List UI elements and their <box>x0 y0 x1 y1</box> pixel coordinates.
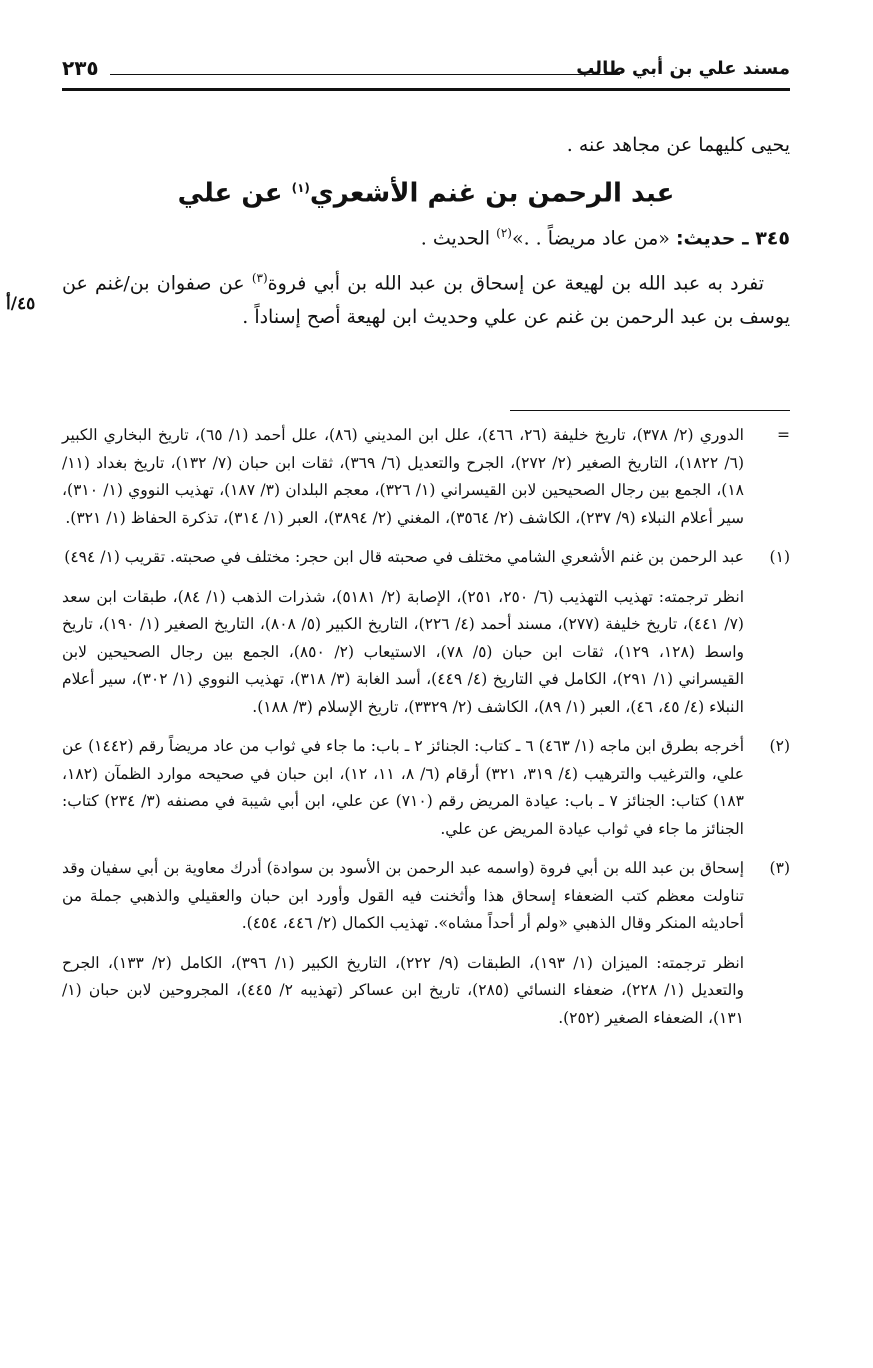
paragraph-before-mark: تفرد به عبد الله بن لهيعة عن إسحاق بن عبد الله بن أبي فروة <box>267 272 765 295</box>
footnote-2 <box>62 733 790 843</box>
footnote-3 <box>62 855 790 938</box>
footnote-continuation-text: الدوري (٢/ ٣٧٨)، تاريخ خليفة (٢٦، ٤٦٦)، علل ابن المديني (٨٦)، علل أحمد (١/ ٦٥)، تاريخ البخاري الكبير (٦/ ١٨٢٢)، التاريخ الصغير (٢/ ٢٧٢)، الجرح والتعديل (٦/ ٣٦٩)، ثقات ابن حبان (٧/ ١٣٢)، تاريخ بغداد (١١/ ١٨)، الجمع بين رجال الصحيحين لابن القيسراني (١/ ٣٢٦)، معجم البلدان (٣/ ١٨٧)، تهذيب النووي (١/ ٣١٠)، سير أعلام النبلاء (٩/ ٢٣٧)، الكاشف (٢/ ٣٥٦٤)، المغني (٢/ ٣٨٩٤)، العبر (١/ ٣١٤)، تذكرة الحفاظ (١/ ٣٢١). <box>62 426 745 527</box>
commentary-paragraph <box>62 261 790 334</box>
hadith-footnote-mark: (٢) <box>496 225 512 240</box>
footnote-2-mark: (٢) <box>769 737 790 755</box>
footnote-continuation-mark: = <box>777 426 790 444</box>
footnote-1-text: عبد الرحمن بن غنم الأشعري الشامي مختلف في صحبته قال ابن حجر: مختلف في صحبته. تقريب (١/ ٤٩٤) <box>64 548 744 566</box>
heading-name: عبد الرحمن بن غنم الأشعري <box>309 178 675 209</box>
paragraph-after-mark: عن صفوان بن/غنم عن يوسف بن عبد الرحمن بن غنم عن علي وحديث ابن لهيعة أصح إسناداً . <box>62 272 790 329</box>
header-rule <box>62 88 790 91</box>
hadith-entry <box>62 216 790 255</box>
footnote-separator <box>510 410 790 411</box>
hadith-number: ٣٤٥ ـ حديث: <box>675 226 790 249</box>
footnote-1 <box>62 544 790 572</box>
header-line <box>110 74 620 75</box>
margin-folio-note: ٤٥/أ <box>6 294 36 314</box>
paragraph-footnote-mark: (٣) <box>251 270 268 285</box>
heading-footnote-mark: (١) <box>291 181 310 195</box>
main-text <box>62 128 790 334</box>
footnote-continuation <box>62 422 790 532</box>
heading-suffix: عن علي <box>177 178 283 209</box>
footnote-3-text: إسحاق بن عبد الله بن أبي فروة (واسمه عبد الرحمن بن الأسود بن سوادة) أدرك معاوية بن أبي سفيان وقد تناولت معظم كتب الضعفاء إسحاق هذا وأثخنت فيه القول وأورد ابن حبان والعقيلي والذهبي جملة من أحاديثه المنكر وقال الذهبي «ولم أر أحداً مشاه». تهذيب الكمال (٢/ ٤٤٦، ٤٥٤). <box>62 859 744 932</box>
footnote-3-sources: انظر ترجمته: الميزان (١/ ١٩٣)، الطبقات (٩/ ٢٢٢)، التاريخ الكبير (١/ ٣٩٦)، الكامل (٢/ ١٣٣)، الجرح والتعديل (١/ ٢٢٨)، ضعفاء النسائي (٢٨٥)، تاريخ ابن عساكر (تهذيبه ٢/ ٤٤٥)، المجروحين لابن حبان (١/ ١٣١)، الضعفاء الصغير (٢٥٢). <box>62 953 745 1027</box>
running-header <box>62 50 790 90</box>
footnotes <box>62 422 790 1044</box>
hadith-suffix: الحديث . <box>420 226 491 249</box>
footnote-2-text: أخرجه بطرق ابن ماجه (١/ ٤٦٣) ٦ ـ كتاب: الجنائز ٢ ـ باب: ما جاء في ثواب من عاد مريضاً رقم (١٤٤٢) عن علي، والترغيب والترهيب (٤/ ٣١٩، ٣٢١) أرقام (٦/ ٨، ١١، ١٢)، ابن حبان في صحيحه موارد الظمآن (١٨٢، ١٨٣) كتاب: الجنائز ٧ ـ باب: عيادة المريض رقم (٧١٠) عن علي، ابن أبي شيبة في مصنفه (٣/ ٢٣٤) كتاب: الجنائز ما جاء في ثواب عيادة المريض عن علي. <box>62 737 745 838</box>
intro-line: يحيى كليهما عن مجاهد عنه . <box>566 134 790 156</box>
footnote-3-mark: (٣) <box>769 859 790 877</box>
footnote-1-sources: انظر ترجمته: تهذيب التهذيب (٦/ ٢٥٠، ٢٥١)، الإصابة (٢/ ٥١٨١)، شذرات الذهب (١/ ٨٤)، طبقات ابن سعد (٧/ ٤٤١)، تاريخ خليفة (٢٧٧)، مسند أحمد (٤/ ٢٢٦)، التاريخ الكبير (٥/ ٨٠٨)، التاريخ الصغير (١/ ١٩٠)، تاريخ واسط (١٢٨، ١٢٩)، ثقات ابن حبان (٥/ ٧٨)، الاستيعاب (٢/ ٨٥٠)، الجمع بين رجال الصحيحين لابن القيسراني (١/ ٢٩١)، الكامل في التاريخ (٤/ ٤٤٩)، أسد الغابة (٣/ ٣١٨)، تهذيب النووي (١/ ٣٠٢)، سير أعلام النبلاء (٤/ ٤٥، ٤٦)، العبر (١/ ٨٩)، الكاشف (٢/ ٣٣٢٩)، تاريخ الإسلام (٣/ ١٨٨). <box>62 587 745 716</box>
section-heading <box>62 168 790 214</box>
header-title: مسند علي بن أبي طالب <box>576 58 790 79</box>
hadith-text: «من عاد مريضاً . .» <box>511 226 670 249</box>
footnote-1-mark: (١) <box>769 548 790 566</box>
page-number: ٢٣٥ <box>62 56 99 80</box>
